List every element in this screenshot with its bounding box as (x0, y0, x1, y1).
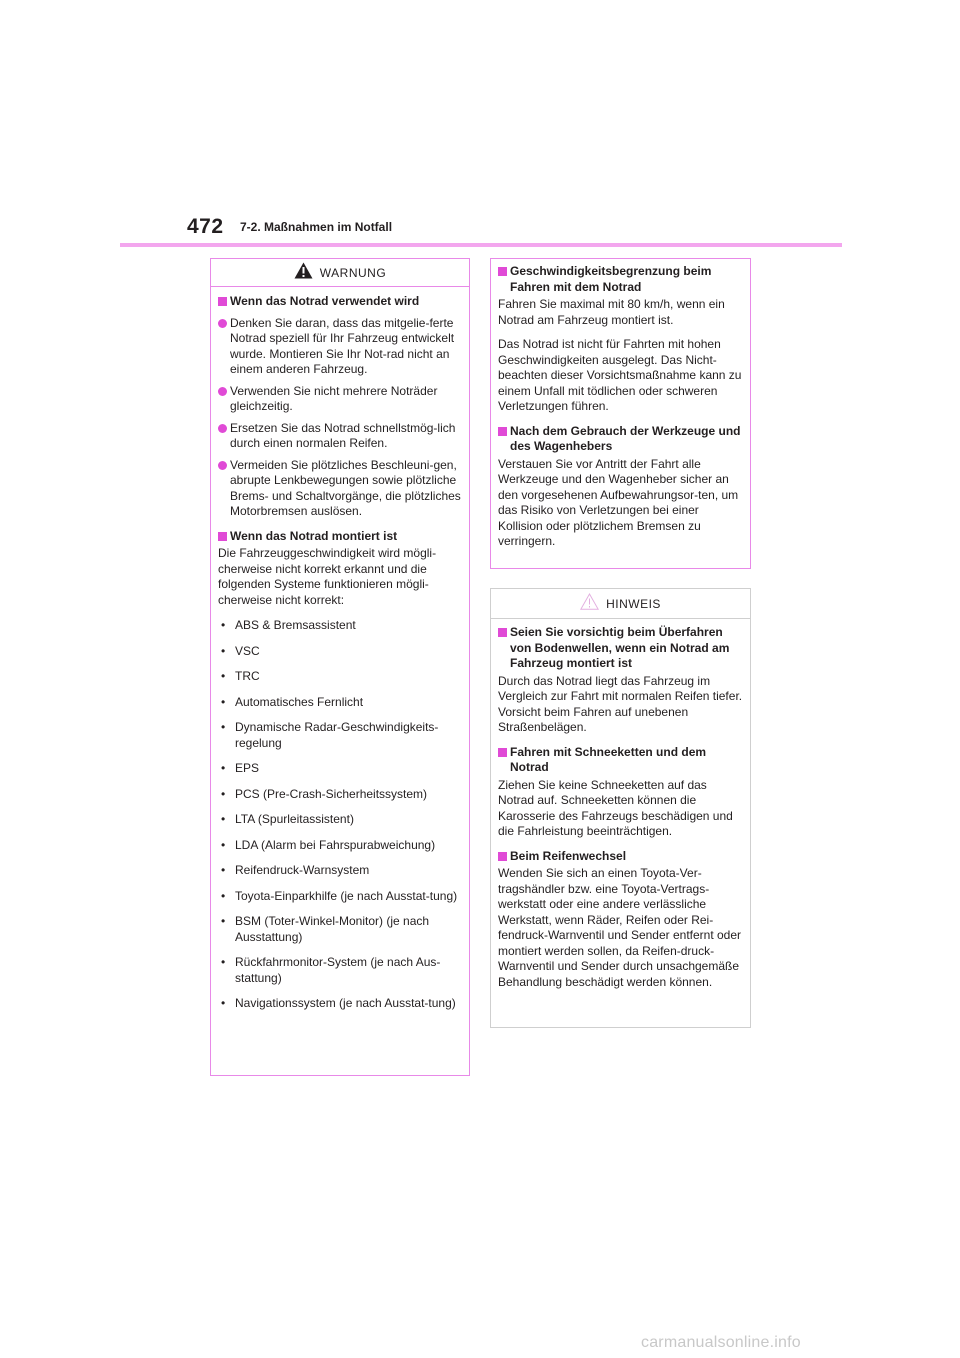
watermark: carmanualsonline.info (641, 1334, 801, 1351)
list-item: • Toyota-Einparkhilfe (je nach Ausstat-tung) (221, 888, 458, 903)
square-bullet-icon (498, 628, 507, 637)
page-number: 472 (187, 215, 224, 238)
list-item: • BSM (Toter-Winkel-Monitor) (je nach Ausstattung) (221, 914, 430, 944)
square-bullet-icon (498, 427, 507, 436)
list-item: • Rückfahrmonitor-System (je nach Aus-stattung) (221, 955, 441, 985)
list-item: • EPS (221, 761, 260, 775)
section-title: 7-2. Maßnahmen im Notfall (240, 220, 393, 234)
list-item: • PCS (Pre-Crash-Sicherheitssystem) (221, 786, 428, 801)
list-item: Vermeiden Sie plötzliches Beschleuni-gen, abrupte Lenkbewegungen sowie plötzliche Brems- und Schaltvorgänge, die plötzliches Motorbremsen auslösen. (218, 458, 462, 520)
header-rule (120, 243, 842, 247)
notice-section1-para: Durch das Notrad liegt das Fahrzeug im Vergleich zur Fahrt mit normalen Reifen tiefer. Vorsicht beim Fahren auf unebenen Straßenbelägen. (498, 673, 743, 734)
speed-section2-heading: Nach dem Gebrauch der Werkzeuge und des Wagenhebers (498, 424, 743, 455)
square-bullet-icon (498, 267, 507, 276)
speed-section1-heading: Geschwindigkeitsbegrenzung beim Fahren mit dem Notrad (498, 264, 743, 295)
list-item: Verwenden Sie nicht mehrere Noträder gleichzeitig. (218, 384, 462, 415)
list-item: • LTA (Spurleitassistent) (221, 812, 354, 826)
list-item: • LDA (Alarm bei Fahrspurabweichung) (221, 837, 436, 852)
warning-title: WARNUNG (319, 265, 387, 280)
list-item: • VSC (221, 643, 260, 658)
square-bullet-icon (218, 532, 227, 541)
notice-section2-heading: Fahren mit Schneeketten und dem Notrad (498, 745, 743, 776)
list-item: Ersetzen Sie das Notrad schnellstmög-lich durch einen normalen Reifen. (218, 421, 462, 452)
warning-triangle-icon (294, 262, 313, 284)
square-bullet-icon (498, 748, 507, 757)
list-item: • TRC (221, 669, 260, 683)
speed-limit-box (490, 258, 751, 569)
caution-triangle-icon (580, 593, 599, 615)
speed-section2-para: Verstauen Sie vor Antritt der Fahrt alle Werkzeuge und den Wagenheber sicher an den vorgesehenen Aufbewahrungsor-ten, um das Risiko von Verletzungen bei einer Kollision oder plötzlichem Bremsen zu verringern. (498, 456, 739, 548)
notice-section1-heading: Seien Sie vorsichtig beim Überfahren von Bodenwellen, wenn ein Notrad am Fahrzeug montiert ist (498, 625, 743, 672)
notice-section3-para: Wenden Sie sich an einen Toyota-Ver-tragshändler bzw. eine Toyota-Vertrags-werkstatt oder eine andere verlässliche Werkstatt, wenn Räder, Reifen oder Rei-fendruck-Warnventil und Sender entfernt oder montiert werden sollen, da Reifen-druck-Warnventil und Sender durch unsachgemäße Behandlung beschädigt werden können. (498, 866, 742, 989)
list-item: • Reifendruck-Warnsystem (221, 863, 370, 877)
list-item: • Dynamische Radar-Geschwindigkeits-regelung (221, 720, 439, 750)
round-bullet-icon (218, 424, 227, 433)
warning-section1-heading: Wenn das Notrad verwendet wird (218, 294, 462, 310)
round-bullet-icon (218, 387, 227, 396)
list-item: • ABS & Bremsassistent (221, 618, 356, 632)
round-bullet-icon (218, 319, 227, 328)
notice-section2-para: Ziehen Sie keine Schneeketten auf das Notrad auf. Schneeketten können die Karosserie des Fahrzeugs beschädigen und die Fahrleistung beeinträchtigen. (498, 777, 733, 838)
round-bullet-icon (218, 461, 227, 470)
square-bullet-icon (218, 297, 227, 306)
list-item: Denken Sie daran, dass das mitgelie-ferte Notrad speziell für Ihr Fahrzeug entwickelt wurde. Montieren Sie Ihr Not-rad nicht an einem anderen Fahrzeug. (218, 316, 462, 378)
square-bullet-icon (498, 852, 507, 861)
notice-box-header (491, 589, 750, 619)
list-item: • Automatisches Fernlicht (221, 694, 364, 709)
speed-section1-para2: Das Notrad ist nicht für Fahrten mit hohen Geschwindigkeiten ausgelegt. Das Nicht-beachten dieser Vorsichtsmaßnahme kann zu einem Unfall mit tödlichen oder schweren Verletzungen führen. (498, 337, 742, 413)
warning-section2-intro: Die Fahrzeuggeschwindigkeit wird mögli-cherweise nicht korrekt erkannt und die folgenden Systeme funktionieren mögli-cherweise nicht korrekt: (218, 546, 437, 607)
warning-section2-heading: Wenn das Notrad montiert ist (218, 529, 462, 545)
warning-box (210, 258, 470, 1076)
notice-box (490, 588, 751, 1028)
warning-box-header (211, 259, 469, 287)
speed-section1-para1: Fahren Sie maximal mit 80 km/h, wenn ein Notrad am Fahrzeug montiert ist. (498, 297, 725, 327)
list-item: • Navigationssystem (je nach Ausstat-tung) (221, 996, 456, 1010)
notice-section3-heading: Beim Reifenwechsel (498, 849, 743, 865)
notice-title: HINWEIS (606, 596, 661, 611)
